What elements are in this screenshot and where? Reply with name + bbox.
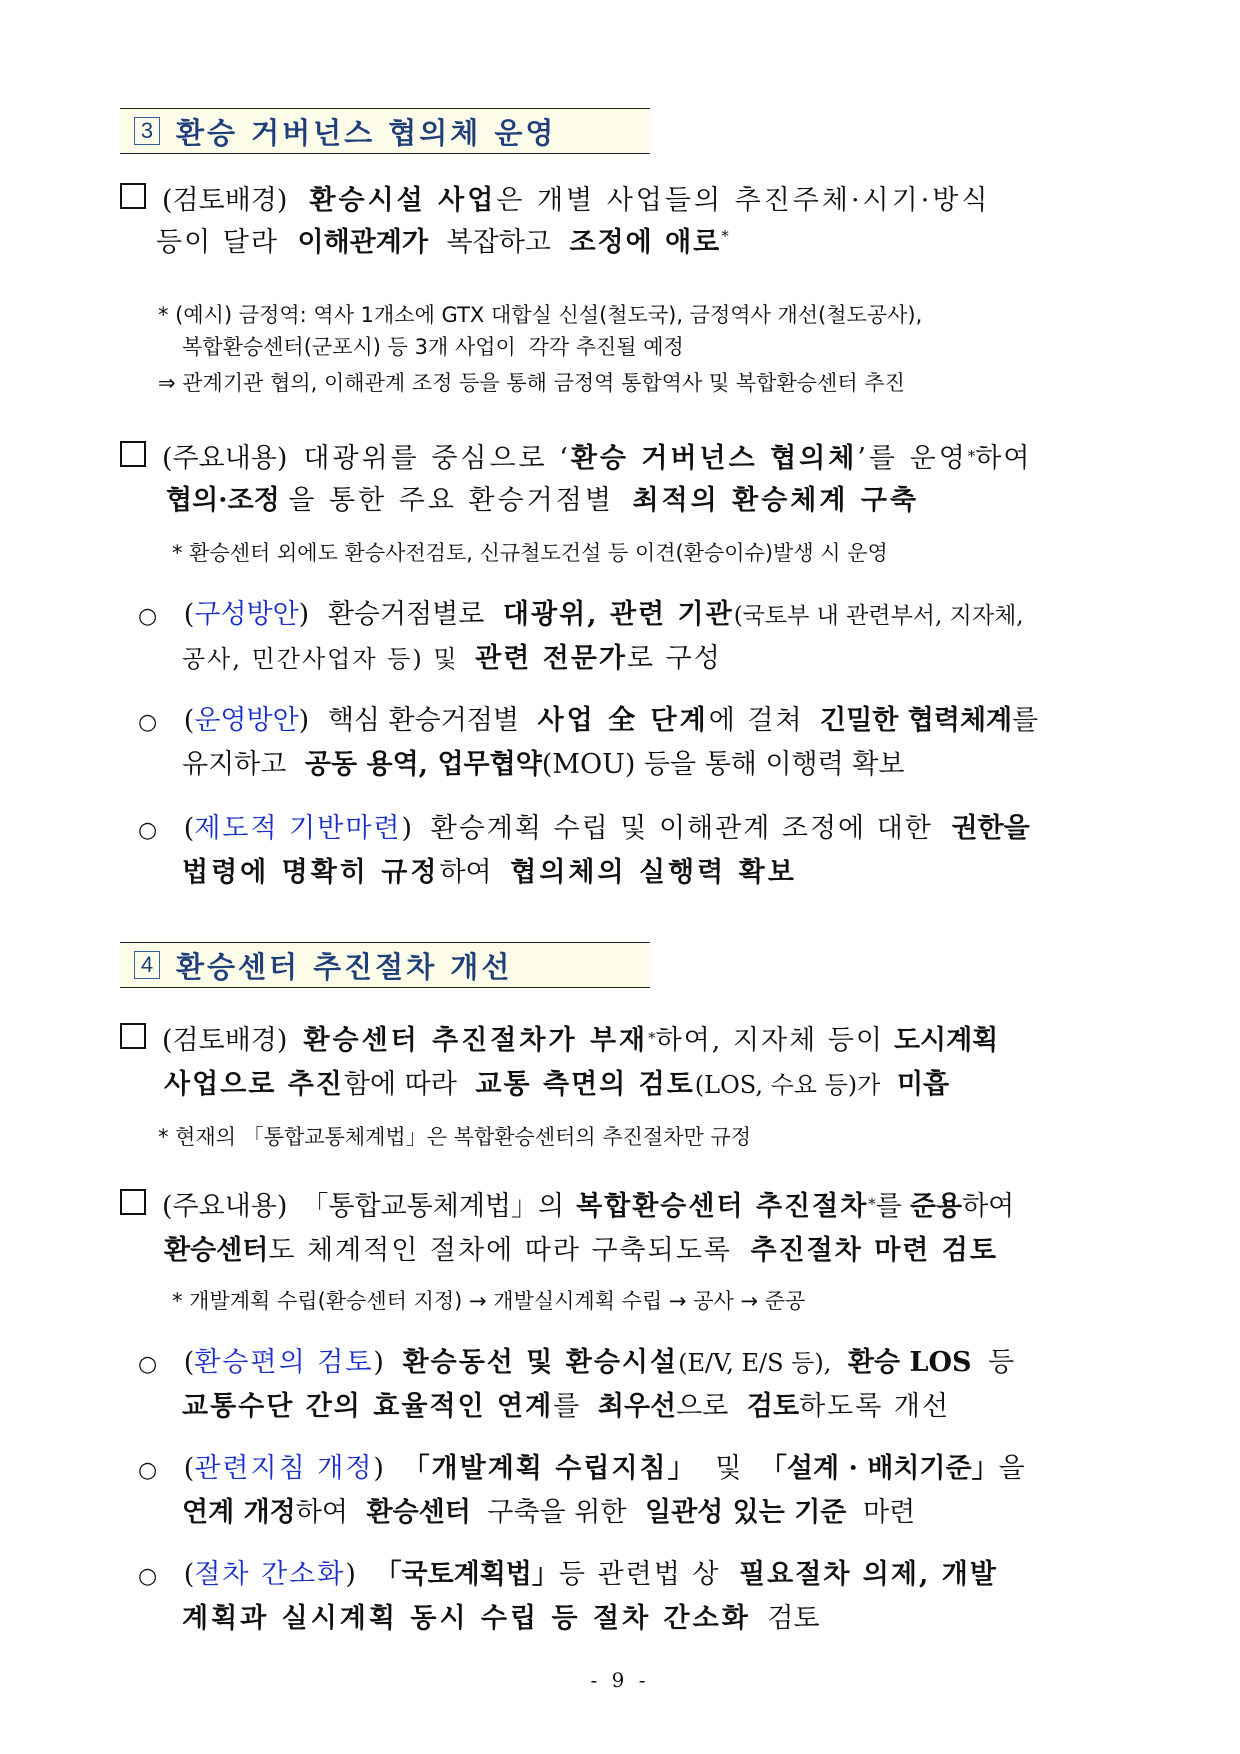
section-3-number: 3	[134, 117, 160, 145]
circle-bullet-icon: ○	[138, 710, 158, 735]
s4-o3-line1: ○ (절차 간소화) 「국토계획법」등 관련법 상 필요절차 의제, 개발	[138, 1559, 998, 1590]
s4-p2-line2: 환승센터도 체계적인 절차에 따라 구축되도록 추진절차 마련 검토	[164, 1235, 998, 1266]
s4-o1-line1: ○ (환승편의 검토) 환승동선 및 환승시설(E/V, E/S 등), 환승 LOS 등	[138, 1347, 1015, 1378]
section-3-title: 환승 거버넌스 협의체 운영	[176, 115, 557, 150]
s4-o1-line2: 교통수단 간의 효율적인 연계를 최우선으로 검토하도록 개선	[182, 1391, 951, 1422]
s3-o3-line1: ○ (제도적 기반마련) 환승계획 수립 및 이해관계 조정에 대한 권한을	[138, 813, 1030, 844]
s4-note2: * 개발계획 수립(환승센터 지정) → 개발실시계획 수립 → 공사 → 준공	[172, 1289, 806, 1313]
section-3-header	[120, 108, 650, 154]
page-number: - 9 -	[590, 1668, 650, 1692]
s3-p1-line2: 등이 달라 이해관계가 복잡하고 조정에 애로*	[156, 227, 729, 258]
s3-o2-line2: 유지하고 공동 용역, 업무협약(MOU) 등을 통해 이행력 확보	[182, 749, 905, 780]
s3-o1-line1: ○ (구성방안) 환승거점별로 대광위, 관련 기관(국토부 내 관련부서, 지자체,	[138, 599, 1024, 630]
section-4-header	[120, 942, 650, 988]
square-bullet-icon	[120, 1189, 146, 1215]
square-bullet-icon	[120, 1023, 146, 1049]
s3-note1-line1: * (예시) 금정역: 역사 1개소에 GTX 대합실 신설(철도국), 금정역사 개선(철도공사),	[158, 303, 923, 327]
section-4-title: 환승센터 추진절차 개선	[176, 949, 513, 984]
s3-note1-line2: 복합환승센터(군포시) 등 3개 사업이 각각 추진될 예정	[182, 335, 684, 359]
section-4-number: 4	[134, 951, 160, 979]
s3-o3-line2: 법령에 명확히 규정하여 협의체의 실행력 확보	[182, 857, 797, 888]
s4-note1: * 현재의 「통합교통체계법」은 복합환승센터의 추진절차만 규정	[158, 1125, 752, 1149]
circle-bullet-icon: ○	[138, 1458, 158, 1483]
circle-bullet-icon: ○	[138, 1352, 158, 1377]
s3-p2-line2: 협의·조정 을 통한 주요 환승거점별 최적의 환승체계 구축	[166, 485, 920, 516]
s4-o2-line2: 연계 개정하여 환승센터 구축을 위한 일관성 있는 기준 마련	[182, 1497, 916, 1528]
s3-note1-line3: ⇒ 관계기관 협의, 이해관계 조정 등을 통해 금정역 통합역사 및 복합환승센터 추진	[158, 371, 905, 395]
s3-note2: * 환승센터 외에도 환승사전검토, 신규철도건설 등 이견(환승이슈)발생 시 운영	[172, 541, 888, 565]
s4-p2-line1: (주요내용) 「통합교통체계법」의 복합환승센터 추진절차 * 를 준용 하여	[120, 1184, 1125, 1223]
square-bullet-icon	[120, 183, 146, 209]
s4-p1-line1: (검토배경) 환승센터 추진절차가 부재 * 하여, 지자체 등이 도시계획	[120, 1018, 1125, 1057]
s3-p1-line1: (검토배경) 환승시설 사업 은 개별 사업들의 추진주체·시기·방식	[120, 178, 1125, 217]
s4-o2-line1: ○ (관련지침 개정) 「개발계획 수립지침」 및 「설계 · 배치기준」을	[138, 1453, 1025, 1484]
circle-bullet-icon: ○	[138, 604, 158, 629]
s3-p2-line1: (주요내용) 대광위를 중심으로 ‘ 환승 거버넌스 협의체 ’를 운영 * 하여	[120, 436, 1125, 475]
circle-bullet-icon: ○	[138, 1564, 158, 1589]
circle-bullet-icon: ○	[138, 818, 158, 843]
s3-o2-line1: ○ (운영방안) 핵심 환승거점별 사업 全 단계에 걸쳐 긴밀한 협력체계를	[138, 705, 1039, 736]
square-bullet-icon	[120, 441, 146, 467]
s4-o3-line2: 계획과 실시계획 동시 수립 등 절차 간소화 검토	[182, 1603, 820, 1634]
s3-o1-line2: 공사, 민간사업자 등) 및 관련 전문가로 구성	[182, 643, 722, 674]
s4-p1-line2: 사업으로 추진함에 따라 교통 측면의 검토(LOS, 수요 등)가 미흡	[164, 1069, 950, 1100]
